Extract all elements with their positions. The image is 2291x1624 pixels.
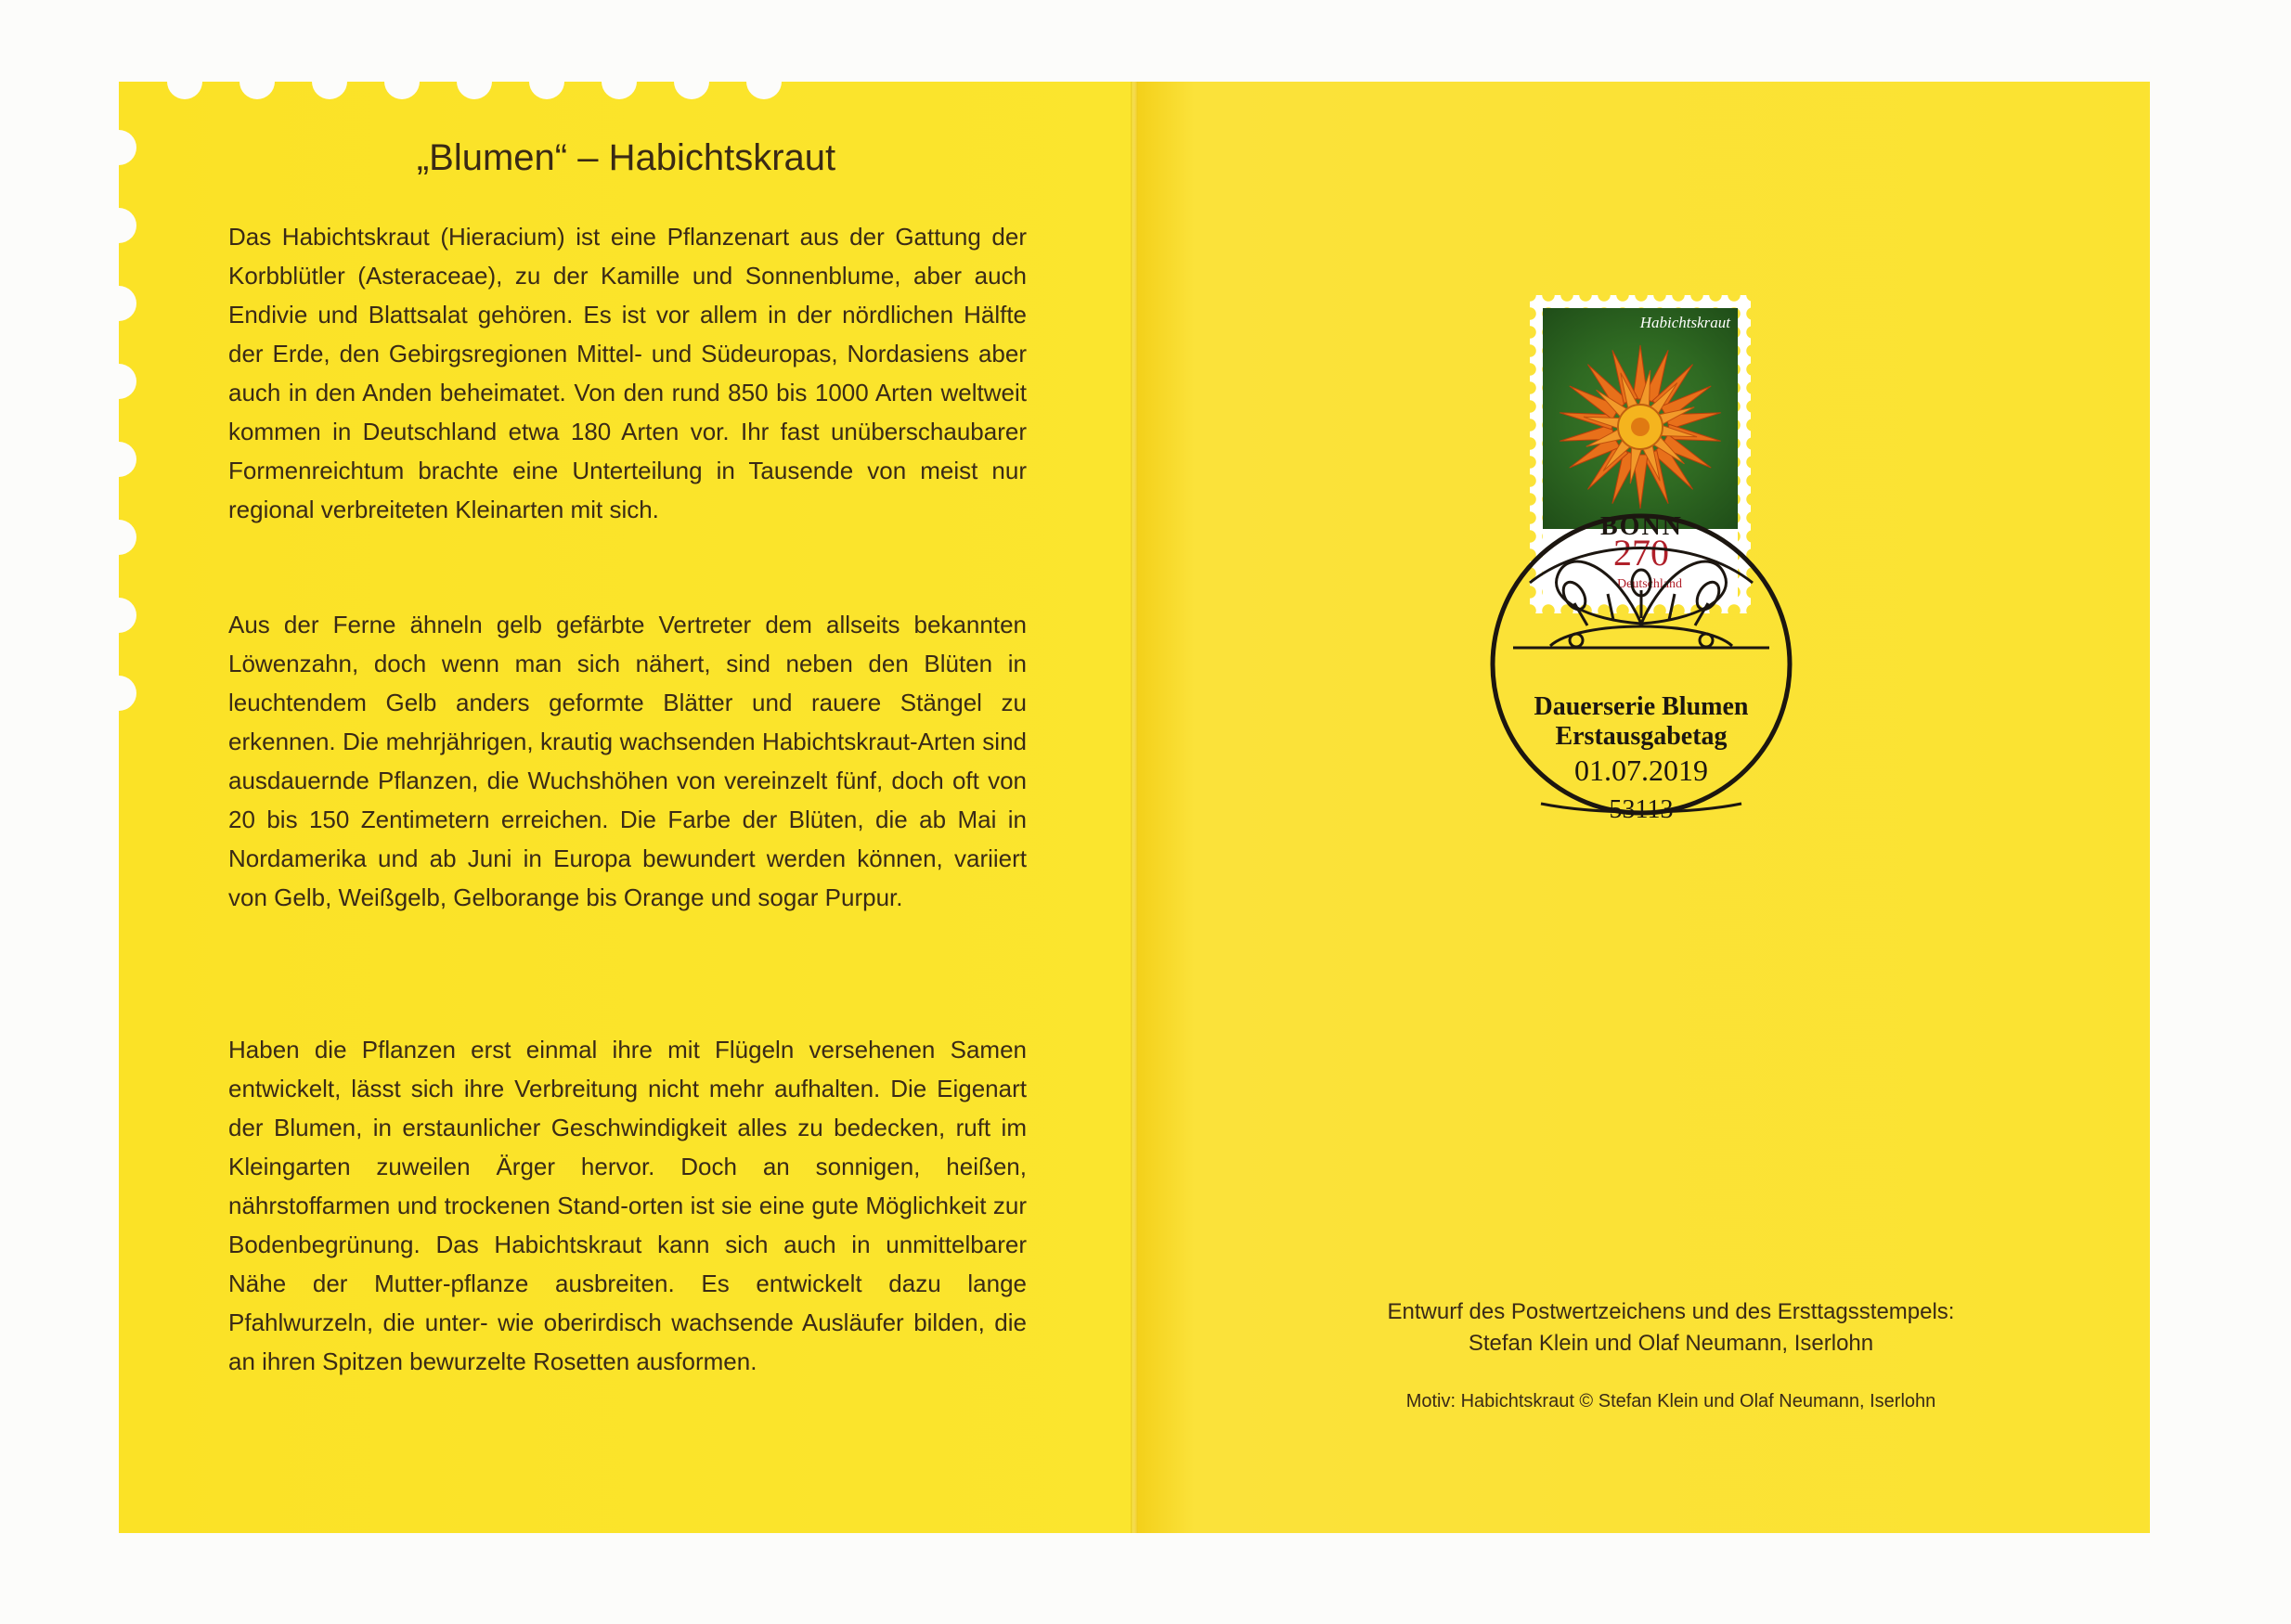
postmark-date: 01.07.2019 (1574, 754, 1708, 787)
stamp-country: Deutschland (1617, 577, 1682, 591)
postmark-postcode: 53113 (1609, 795, 1674, 824)
hawkweed-flower-icon (1543, 308, 1738, 529)
stamp-flower-image (1543, 308, 1738, 529)
postmark-series: Dauerserie Blumen (1534, 692, 1749, 721)
stamp-value: 270 (1613, 532, 1669, 574)
postage-stamp (1530, 295, 1751, 613)
paragraph-1: Das Habichtskraut (Hieracium) ist eine Pflanzenart aus der Gattung der Korbblütler (Asteraceae), zu der Kamille und Sonnenblume, aber auch Endivie und Blattsalat gehören. Es ist vor allem in der nördlichen Hälfte der Erde, den Gebirgsregionen Mittel- und Südeuropas, Nordasiens aber auch in den Anden beheimatet. Von den rund 850 bis 1000 Arten weltweit kommen in Deutschland etwa 180 Arten vor. Ihr fast unüberschaubarer Formenreichtum brachte eine Unterteilung in Tausende von meist nur regional verbreiteten Kleinarten mit sich. (228, 223, 1027, 523)
stamp-face (1543, 308, 1738, 600)
motif-credit: Motiv: Habichtskraut © Stefan Klein und Olaf Neumann, Iserlohn (1405, 1391, 1936, 1411)
paragraph-3: Haben die Pflanzen erst einmal ihre mit Flügeln versehenen Samen entwickelt, lässt sich ihre Verbreitung nicht mehr aufhalten. Die Eigenart der Blumen, in erstaunlicher Geschwindigkeit alles zu bedecken, ruft im Kleingarten zuweilen Ärger hervor. Doch an sonnigen, heißen, nährstoffarmen und trockenen Stand-orten ist sie eine gute Möglichkeit zur Bodenbegrünung. Das Habichtskraut kann sich auch in unmittelbarer Nähe der Mutter-pflanze ausbreiten. Es entwickelt dazu lange Pfahlwurzeln, die unter- wie oberirdisch wachsende Ausläufer bilden, die an ihren Spitzen bewurzelte Rosetten ausformen. (228, 1036, 1027, 1375)
center-fold (1131, 82, 1138, 1533)
design-credit-line-1: Entwurf des Postwertzeichens und des Ersttagsstempels: (1387, 1299, 1955, 1324)
paragraph-2: Aus der Ferne ähneln gelb gefärbte Vertreter dem allseits bekannten Löwenzahn, doch wenn man sich nähert, sind neben den Blüten in leuchtendem Gelb anders geformte Blätter und rauere Stängel zu erkennen. Die mehrjährigen, krautig wachsenden Habichtskraut-Arten sind ausdauernde Pflanzen, die Wuchshöhen von vereinzelt fünf, doch oft von 20 bis 150 Zentimetern erreichen. Die Farbe der Blüten, die ab Mai in Nordamerika und ab Juni in Europa bewundert werden können, variiert von Gelb, Weißgelb, Gelborange bis Orange und sogar Purpur. (228, 611, 1027, 911)
stamp-motif-label: Habichtskraut (1639, 314, 1730, 331)
postmark-title: Erstausgabetag (1555, 722, 1728, 751)
design-credit-line-2: Stefan Klein und Olaf Neumann, Iserlohn (1468, 1331, 1874, 1356)
page-title: „Blumen“ – Habichtskraut (416, 137, 836, 178)
postmark-city: BONN (1600, 512, 1683, 541)
